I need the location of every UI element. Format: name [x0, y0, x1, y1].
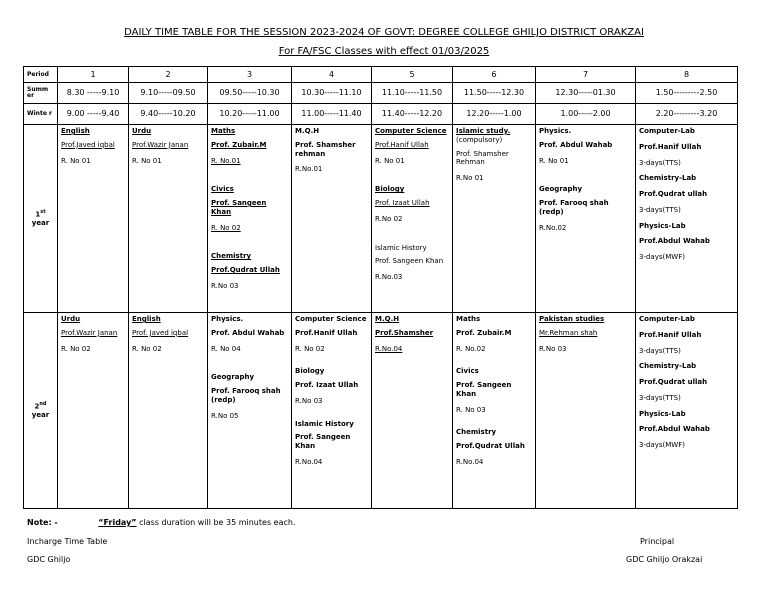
summer-time: 11.50-----12.30	[453, 83, 536, 104]
period-number: 4	[292, 67, 372, 83]
winter-time: 10.20-----11.00	[208, 104, 292, 125]
friday-note	[27, 518, 295, 527]
principal-college: GDC Ghiljo Orakzai	[626, 555, 703, 564]
principal-title: Principal	[640, 537, 675, 546]
period-number: 3	[208, 67, 292, 83]
winter-time: 11.40-----12.20	[372, 104, 453, 125]
summer-time: 12.30-----01.30	[536, 83, 636, 104]
note-friday: “Friday”	[98, 518, 137, 527]
document-title: DAILY TIME TABLE FOR THE SESSION 2023-2024 OF GOVT: DEGREE COLLEGE GHILJO DISTRICT ORAKZAI	[124, 27, 644, 38]
winter-time: 9.40-----10.20	[129, 104, 208, 125]
y2-period-4: Computer Science Prof.Hanif Ullah R. No 02 Biology Prof. Izaat Ullah R.No 03 Islamic History Prof. Sangeen Khan R.No.04	[292, 313, 372, 509]
y1-period-2: Urdu Prof.Wazir Janan R. No 01	[129, 125, 208, 313]
document-subtitle: For FA/FSC Classes with effect 01/03/2025	[278, 46, 490, 57]
summer-time: 1.50---------2.50	[636, 83, 738, 104]
y1-period-4: M.Q.H Prof. Shamsher rehman R.No.01	[292, 125, 372, 313]
summer-time: 8.30 -----9.10	[58, 83, 129, 104]
y1-period-8-labs: Computer-Lab Prof.Hanif Ullah 3-days(TTS) Chemistry-Lab Prof.Qudrat ullah 3-days(TTS) Physics-Lab Prof.Abdul Wahab 3-days(MWF)	[636, 125, 738, 313]
y2-period-2: English Prof. Javed iqbal R. No 02	[129, 313, 208, 509]
summer-time: 10.30-----11.10	[292, 83, 372, 104]
incharge-title: Incharge Time Table	[27, 537, 108, 546]
summer-times-row	[24, 83, 738, 104]
timetable	[23, 66, 738, 509]
winter-times-row	[24, 104, 738, 125]
incharge-college: GDC Ghiljo	[27, 555, 71, 564]
y2-period-5: M.Q.H Prof.Shamsher R.No.04	[372, 313, 453, 509]
period-number: 5	[372, 67, 453, 83]
first-year-label: 1st year	[24, 125, 58, 313]
summer-time: 09.50-----10.30	[208, 83, 292, 104]
period-number: 1	[58, 67, 129, 83]
y2-period-7: Pakistan studies Mr.Rehman shah R.No 03	[536, 313, 636, 509]
period-number: 6	[453, 67, 536, 83]
y2-period-8-labs: Computer-Lab Prof.Hanif Ullah 3-days(TTS) Chemistry-Lab Prof.Qudrat ullah 3-days(TTS) Physics-Lab Prof.Abdul Wahab 3-days(MWF)	[636, 313, 738, 509]
y1-period-1: English Prof.Javed iqbal R. No 01	[58, 125, 129, 313]
y2-period-3: Physics. Prof. Abdul Wahab R. No 04 Geography Prof. Farooq shah (redp) R.No 05	[208, 313, 292, 509]
winter-time: 1.00-----2.00	[536, 104, 636, 125]
y1-period-6: Islamic study. (compulsory) Prof. Shamsher Rehman R.No 01	[453, 125, 536, 313]
period-number: 7	[536, 67, 636, 83]
summer-label: Summ er	[24, 83, 58, 104]
period-label: Period	[24, 67, 58, 83]
period-header-row	[24, 67, 738, 83]
y1-period-5: Computer Science Prof.Hanif Ullah R. No 01 Biology Prof. Izaat Ullah R.No 02 Islamic History Prof. Sangeen Khan R.No.03	[372, 125, 453, 313]
y1-period-7: Physics. Prof. Abdul Wahab R. No 01 Geography Prof. Farooq shah (redp) R.No.02	[536, 125, 636, 313]
period-number: 8	[636, 67, 738, 83]
second-year-label: 2nd year	[24, 313, 58, 509]
y2-period-6: Maths Prof. Zubair.M R. No.02 Civics Prof. Sangeen Khan R. No 03 Chemistry Prof.Qudrat Ullah R.No.04	[453, 313, 536, 509]
y1-period-3: Maths Prof. Zubair.M R. No.01 Civics Prof. Sangeen Khan R. No 02 Chemistry Prof.Qudrat Ullah R.No 03	[208, 125, 292, 313]
period-number: 2	[129, 67, 208, 83]
winter-time: 9.00 -----9.40	[58, 104, 129, 125]
winter-time: 12.20-----1.00	[453, 104, 536, 125]
note-text: class duration will be 35 minutes each.	[139, 518, 296, 527]
second-year-row	[24, 313, 738, 509]
summer-time: 9.10-----09.50	[129, 83, 208, 104]
first-year-row	[24, 125, 738, 313]
summer-time: 11.10-----11.50	[372, 83, 453, 104]
winter-label: Winte r	[24, 104, 58, 125]
y2-period-1: Urdu Prof.Wazir Janan R. No 02	[58, 313, 129, 509]
note-label: Note: -	[27, 518, 58, 527]
winter-time: 11.00-----11.40	[292, 104, 372, 125]
winter-time: 2.20---------3.20	[636, 104, 738, 125]
